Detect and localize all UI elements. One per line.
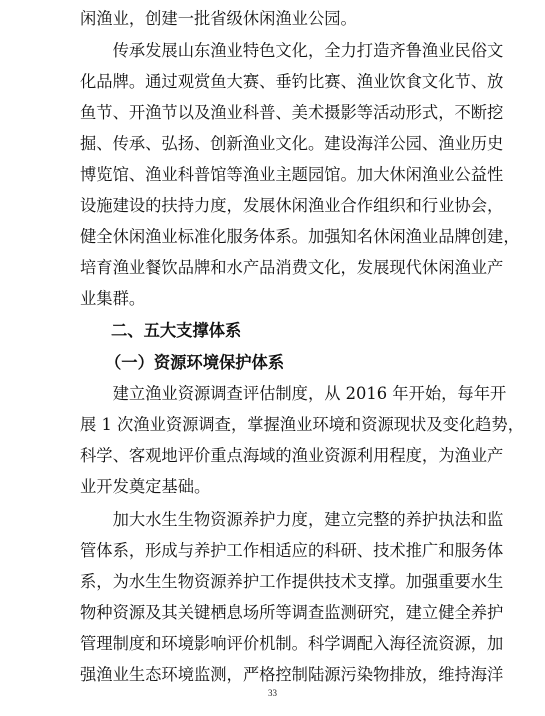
section-heading: 二、五大支撑体系 <box>111 321 242 340</box>
culture-paragraph-line-7: 健全休闲渔业标准化服务体系。加强知名休闲渔业品牌创建， <box>80 227 520 246</box>
culture-paragraph-line-1: 传承发展山东渔业特色文化，全力打造齐鲁渔业民俗文 <box>80 41 504 60</box>
protection-paragraph-line-5: 管理制度和环境影响评价机制。科学调配入海径流资源，加 <box>80 634 504 653</box>
protection-paragraph-line-1: 加大水生生物资源养护力度，建立完整的养护执法和监 <box>80 510 504 529</box>
survey-paragraph-line-4: 业开发奠定基础。 <box>80 477 211 496</box>
culture-paragraph-line-8: 培育渔业餐饮品牌和水产品消费文化，发展现代休闲渔业产 <box>80 258 504 277</box>
culture-paragraph-line-5: 博览馆、渔业科普馆等渔业主题园馆。加大休闲渔业公益性 <box>80 165 504 184</box>
protection-paragraph-line-4: 物种资源及其关键栖息场所等调查监测研究，建立健全养护 <box>80 603 504 622</box>
culture-paragraph-line-6: 设施建设的扶持力度，发展休闲渔业合作组织和行业协会， <box>80 196 504 215</box>
survey-paragraph-line-1: 建立渔业资源调查评估制度，从 2016 年开始，每年开 <box>80 384 507 403</box>
paragraph-tail-line-1: 闲渔业，创建一批省级休闲渔业公园。 <box>80 9 357 28</box>
protection-paragraph-line-6: 强渔业生态环境监测，严格控制陆源污染物排放，维持海洋 <box>80 665 504 684</box>
culture-paragraph-line-4: 掘、传承、弘扬、创新渔业文化。建设海洋公园、渔业历史 <box>80 134 504 153</box>
culture-paragraph-line-9: 业集群。 <box>80 289 146 308</box>
protection-paragraph-line-2: 管体系，形成与养护工作相适应的科研、技术推广和服务体 <box>80 541 504 560</box>
protection-paragraph-line-3: 系，为水生生物资源养护工作提供技术支撑。加强重要水生 <box>80 572 504 591</box>
culture-paragraph-line-2: 化品牌。通过观赏鱼大赛、垂钓比赛、渔业饮食文化节、放 <box>80 72 504 91</box>
page-number: 33 <box>268 688 277 698</box>
survey-paragraph-line-3: 科学、客观地评价重点海域的渔业资源利用程度，为渔业产 <box>80 446 504 465</box>
culture-paragraph-line-3: 鱼节、开渔节以及渔业科普、美术摄影等活动形式，不断挖 <box>80 103 504 122</box>
subsection-heading: （一）资源环境保护体系 <box>105 353 285 372</box>
survey-paragraph-line-2: 展 1 次渔业资源调查，掌握渔业环境和资源现状及变化趋势， <box>80 415 525 434</box>
